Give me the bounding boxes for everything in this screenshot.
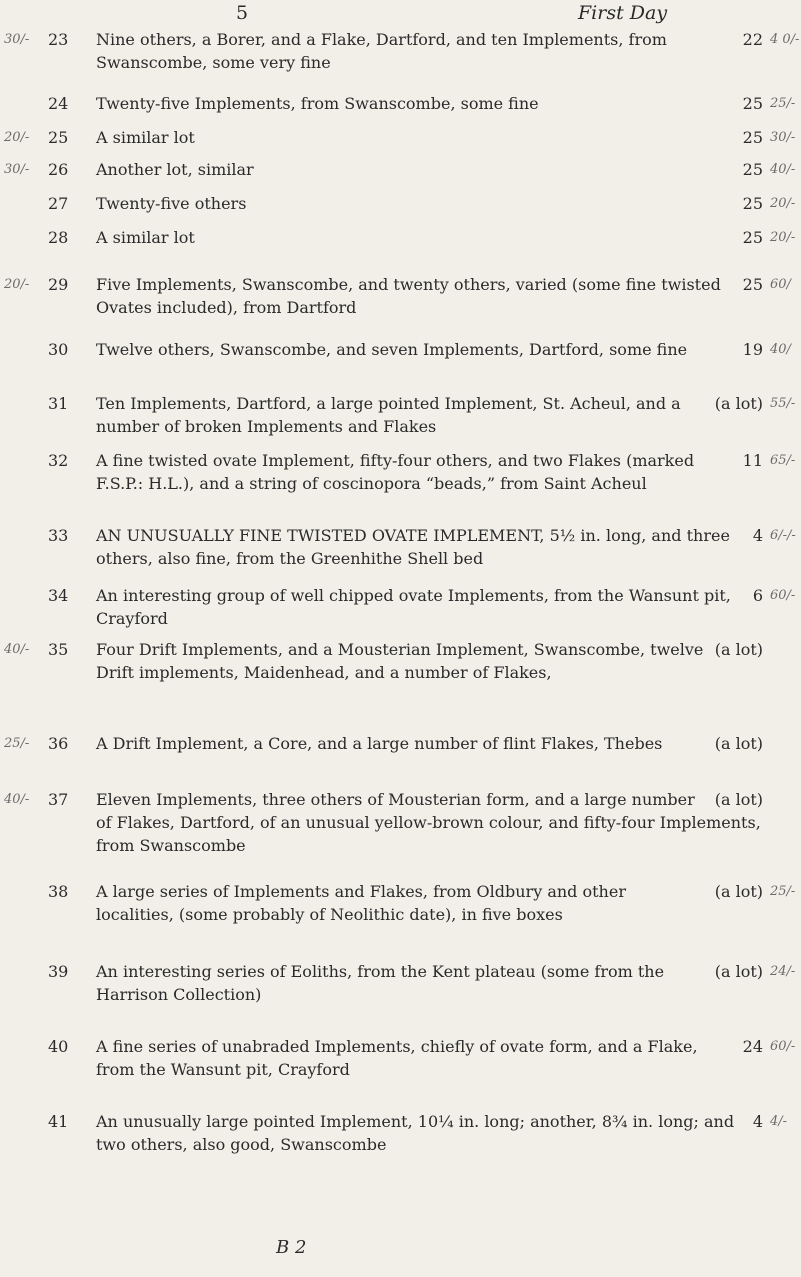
lot-quantity: (a lot) <box>714 394 763 413</box>
lot-number: 25 <box>48 128 69 147</box>
handwritten-price-right: 20/- <box>770 230 796 245</box>
lot-description <box>96 1035 763 1081</box>
handwritten-price-right: 25/- <box>770 96 796 111</box>
lot-quantity: 25 <box>742 194 763 213</box>
lot-number: 26 <box>48 160 69 179</box>
lot-number: 29 <box>48 275 69 294</box>
lot-description <box>96 192 763 215</box>
lot-quantity: (a lot) <box>714 734 763 753</box>
handwritten-price-left: 30/- <box>4 32 30 47</box>
page-number: 5 <box>236 2 249 24</box>
lot-text: An interesting series of Eoliths, from the Kent plateau (some from the Harrison Collection) <box>96 962 665 1004</box>
handwritten-price-right: 40/- <box>770 162 796 177</box>
handwritten-price-right: 4 0/- <box>770 32 800 47</box>
handwritten-price-right: 6/-/- <box>770 528 796 543</box>
handwritten-price-left: 25/- <box>4 736 30 751</box>
lot-number: 35 <box>48 640 69 659</box>
lot-entry <box>48 1110 788 1156</box>
handwritten-price-right: 60/- <box>770 588 796 603</box>
lot-text: A fine series of unabraded Implements, chiefly of ovate form, and a Flake, from the Wansunt pit, Crayford <box>96 1037 698 1079</box>
lot-description <box>96 273 763 319</box>
handwritten-price-right: 60/ <box>770 277 791 292</box>
handwritten-price-left: 30/- <box>4 162 30 177</box>
lot-entry <box>48 92 796 115</box>
handwritten-price-right: 30/- <box>770 130 796 145</box>
lot-text: An interesting group of well chipped ovate Implements, from the Wansunt pit, Crayford <box>96 586 731 628</box>
lot-text: Four Drift Implements, and a Mousterian Implement, Swanscombe, twelve Drift implements, Maidenhead, and a number of Flakes, <box>96 640 704 682</box>
lot-quantity: 25 <box>742 275 763 294</box>
lot-quantity: 22 <box>742 30 763 49</box>
lot-text: Eleven Implements, three others of Mousterian form, and a large number of Flakes, Dartford, of an unusual yellow-brown colour, and fifty-four Implements, from Swanscombe <box>96 790 761 855</box>
lot-quantity: 25 <box>742 94 763 113</box>
lot-description <box>96 1110 763 1156</box>
handwritten-price-right: 60/- <box>770 1039 796 1054</box>
lot-text: Twelve others, Swanscombe, and seven Implements, Dartford, some fine <box>96 340 688 359</box>
lot-entry <box>48 880 796 926</box>
lot-description <box>96 732 763 755</box>
lot-number: 28 <box>48 228 69 247</box>
lot-entry <box>4 28 800 74</box>
lot-text: Another lot, similar <box>96 160 254 179</box>
lot-description <box>96 880 763 926</box>
lot-number: 27 <box>48 194 69 213</box>
lot-entry <box>48 524 796 570</box>
lot-quantity: (a lot) <box>714 882 763 901</box>
page-title: First Day <box>578 2 668 24</box>
signature-mark: B 2 <box>276 1237 307 1258</box>
lot-quantity: 25 <box>742 128 763 147</box>
lot-description <box>96 524 763 570</box>
lot-number: 30 <box>48 340 69 359</box>
lot-number: 38 <box>48 882 69 901</box>
lot-description <box>96 338 763 361</box>
handwritten-price-right: 25/- <box>770 884 796 899</box>
lot-number: 33 <box>48 526 69 545</box>
lot-number: 24 <box>48 94 69 113</box>
handwritten-price-left: 40/- <box>4 642 30 657</box>
handwritten-price-right: 20/- <box>770 196 796 211</box>
lot-quantity: (a lot) <box>714 640 763 659</box>
handwritten-price-left: 40/- <box>4 792 30 807</box>
lot-description <box>96 449 763 495</box>
lot-entry <box>4 732 763 755</box>
lot-text: Twenty-five others <box>96 194 247 213</box>
lot-description <box>96 226 763 249</box>
lot-quantity: 19 <box>742 340 763 359</box>
lot-quantity: 4 <box>752 1112 763 1131</box>
lot-quantity: 6 <box>752 586 763 605</box>
lot-number: 23 <box>48 30 69 49</box>
lot-entry <box>48 1035 796 1081</box>
lot-number: 36 <box>48 734 69 753</box>
lot-quantity: 25 <box>742 228 763 247</box>
lot-text: Ten Implements, Dartford, a large pointed Implement, St. Acheul, and a number of broken Implements and Flakes <box>96 394 681 436</box>
handwritten-price-right: 40/ <box>770 342 791 357</box>
lot-description <box>96 960 763 1006</box>
lot-quantity: (a lot) <box>714 790 763 809</box>
lot-description <box>96 638 763 684</box>
lot-entry <box>4 126 796 149</box>
lot-entry <box>48 192 796 215</box>
lot-entry <box>4 158 796 181</box>
handwritten-price-right: 4/- <box>770 1114 788 1129</box>
lot-entry <box>48 226 796 249</box>
lot-entry <box>4 638 763 684</box>
lot-text: A similar lot <box>96 228 195 247</box>
lot-description <box>96 392 763 438</box>
lot-description <box>96 788 763 857</box>
lot-entry <box>48 449 796 495</box>
lot-number: 40 <box>48 1037 69 1056</box>
lot-entry <box>48 584 796 630</box>
lot-entry <box>48 338 791 361</box>
lot-description <box>96 126 763 149</box>
handwritten-price-right: 24/- <box>770 964 796 979</box>
lot-quantity: 25 <box>742 160 763 179</box>
lot-quantity: 4 <box>752 526 763 545</box>
handwritten-price-left: 20/- <box>4 130 30 145</box>
handwritten-price-right: 55/- <box>770 396 796 411</box>
lot-text: A fine twisted ovate Implement, fifty-four others, and two Flakes (marked F.S.P.: H.L.), and a string of coscinopora “beads,” from Saint Acheul <box>96 451 695 493</box>
lot-text: An unusually large pointed Implement, 10¼ in. long; another, 8¾ in. long; and two others, also good, Swanscombe <box>96 1112 735 1154</box>
lot-entry <box>48 960 796 1006</box>
lot-number: 34 <box>48 586 69 605</box>
lot-description <box>96 28 763 74</box>
lot-text: A Drift Implement, a Core, and a large number of flint Flakes, Thebes <box>96 734 663 753</box>
lot-text: A large series of Implements and Flakes, from Oldbury and other localities, (some probably of Neolithic date), in five boxes <box>96 882 626 924</box>
lot-entry <box>4 273 791 319</box>
handwritten-price-left: 20/- <box>4 277 30 292</box>
lot-text: Twenty-five Implements, from Swanscombe, some fine <box>96 94 539 113</box>
lot-number: 39 <box>48 962 69 981</box>
lot-number: 37 <box>48 790 69 809</box>
lot-text: AN UNUSUALLY FINE TWISTED OVATE IMPLEMENT, 5½ in. long, and three others, also fine, from the Greenhithe Shell bed <box>96 526 730 568</box>
handwritten-price-right: 65/- <box>770 453 796 468</box>
lot-text: A similar lot <box>96 128 195 147</box>
lot-description <box>96 158 763 181</box>
lot-number: 31 <box>48 394 69 413</box>
lot-quantity: (a lot) <box>714 962 763 981</box>
lot-number: 41 <box>48 1112 69 1131</box>
lot-quantity: 11 <box>742 451 763 470</box>
lot-entry <box>4 788 763 857</box>
lot-description <box>96 584 763 630</box>
lot-description <box>96 92 763 115</box>
lot-text: Five Implements, Swanscombe, and twenty others, varied (some fine twisted Ovates included), from Dartford <box>96 275 721 317</box>
lot-quantity: 24 <box>742 1037 763 1056</box>
lot-text: Nine others, a Borer, and a Flake, Dartford, and ten Implements, from Swanscombe, some very fine <box>96 30 667 72</box>
lot-entry <box>48 392 796 438</box>
lot-number: 32 <box>48 451 69 470</box>
